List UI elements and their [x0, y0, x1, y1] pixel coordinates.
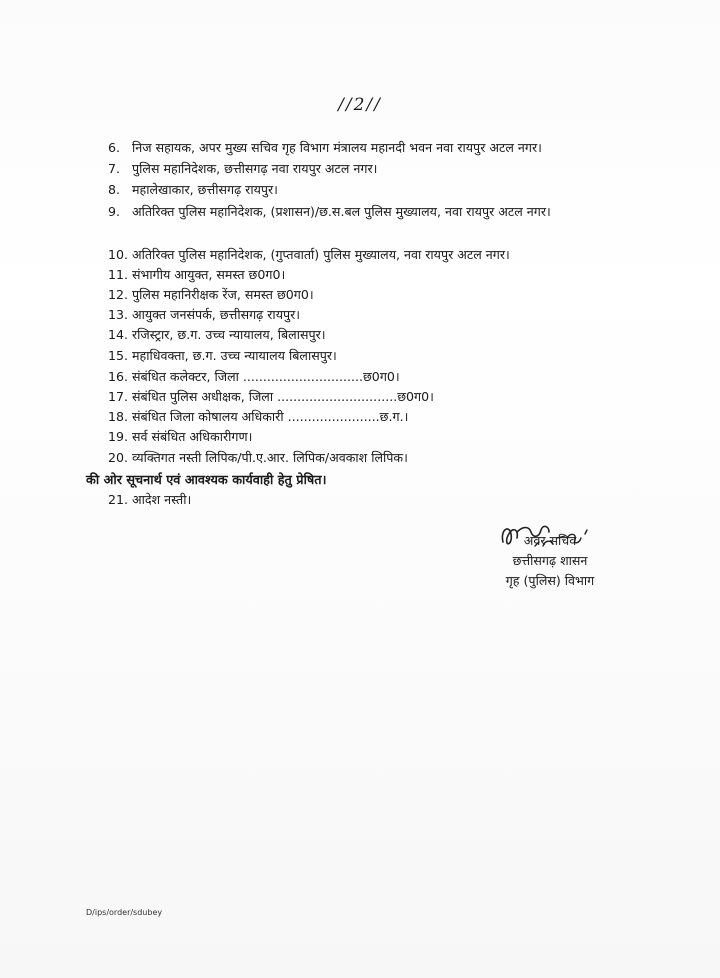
- item-number: 19.: [108, 429, 129, 444]
- item-text: संबंधित कलेक्टर, जिला ..............................छ0ग0।: [132, 369, 400, 384]
- item-number: 15.: [108, 348, 129, 363]
- list-item: [108, 407, 408, 427]
- item-number: 13.: [108, 307, 129, 322]
- item-text: महालेखाकार, छत्तीसगढ़ रायपुर।: [132, 182, 278, 197]
- list-item: [108, 490, 191, 510]
- file-path: D/ips/order/sdubey: [86, 908, 163, 917]
- list-item: [108, 427, 252, 447]
- list-item: [108, 285, 314, 305]
- list-item: [108, 245, 510, 265]
- item-number: 7.: [108, 161, 121, 176]
- signatory-designation: अवर सचिव: [523, 533, 577, 548]
- list-item: [108, 202, 608, 222]
- item-number: 21.: [108, 492, 129, 507]
- list-item: [108, 346, 337, 366]
- item-text: महाधिवक्ता, छ.ग. उच्च न्यायालय बिलासपुर।: [132, 348, 337, 363]
- list-item: [108, 367, 400, 387]
- list-item: [108, 387, 434, 407]
- item-text: पुलिस महानिरीक्षक रेंज, समस्त छ0ग0।: [132, 287, 314, 302]
- item-number: 18.: [108, 409, 129, 424]
- item-number: 6.: [108, 140, 121, 155]
- item-number: 14.: [108, 327, 129, 342]
- item-text: अतिरिक्त पुलिस महानिदेशक, (गुप्तवार्ता) पुलिस मुख्यालय, नवा रायपुर अटल नगर।: [132, 247, 510, 262]
- item-text: व्यक्तिगत नस्ती लिपिक/पी.ए.आर. लिपिक/अवकाश लिपिक।: [132, 450, 408, 465]
- item-text: निज सहायक, अपर मुख्य सचिव गृह विभाग मंत्रालय महानदी भवन नवा रायपुर अटल नगर।: [132, 140, 542, 155]
- signatory-department: गृह (पुलिस) विभाग: [505, 573, 595, 588]
- item-text: संभागीय आयुक्त, समस्त छ0ग0।: [132, 267, 286, 282]
- list-item: [108, 265, 285, 285]
- list-item: [108, 305, 300, 325]
- signature-block: [470, 515, 630, 591]
- item-text: आयुक्त जनसंपर्क, छत्तीसगढ़ रायपुर।: [132, 307, 301, 322]
- item-number: 12.: [108, 287, 129, 302]
- item-number: 9.: [108, 204, 121, 219]
- list-item: [108, 159, 377, 179]
- item-text: संबंधित जिला कोषालय अधिकारी .......................छ.ग.।: [132, 409, 409, 424]
- list-item: [108, 325, 326, 345]
- list-item: [108, 138, 542, 158]
- item-text: अतिरिक्त पुलिस महानिदेशक, (प्रशासन)/छ.स.बल पुलिस मुख्यालय, नवा रायपुर अटल नगर।: [132, 204, 551, 219]
- item-number: 10.: [108, 247, 129, 262]
- item-number: 17.: [108, 389, 129, 404]
- list-item: [108, 180, 278, 200]
- list-item: [108, 448, 408, 468]
- item-number: 16.: [108, 369, 129, 384]
- item-number: 8.: [108, 182, 121, 197]
- item-text: सर्व संबंधित अधिकारीगण।: [132, 429, 253, 444]
- page-number: //2//: [338, 95, 382, 115]
- forward-note: की ओर सूचनार्थ एवं आवश्यक कार्यवाही हेतु प्रेषित।: [86, 473, 327, 488]
- item-text: संबंधित पुलिस अधीक्षक, जिला ..............................छ0ग0।: [132, 389, 434, 404]
- item-number: 20.: [108, 450, 129, 465]
- signatory-government: छत्तीसगढ़ शासन: [512, 553, 588, 568]
- item-text: रजिस्ट्रार, छ.ग. उच्च न्यायालय, बिलासपुर।: [132, 327, 326, 342]
- item-text: पुलिस महानिदेशक, छत्तीसगढ़ नवा रायपुर अटल नगर।: [132, 161, 378, 176]
- item-text: आदेश नस्ती।: [132, 492, 192, 507]
- item-number: 11.: [108, 267, 129, 282]
